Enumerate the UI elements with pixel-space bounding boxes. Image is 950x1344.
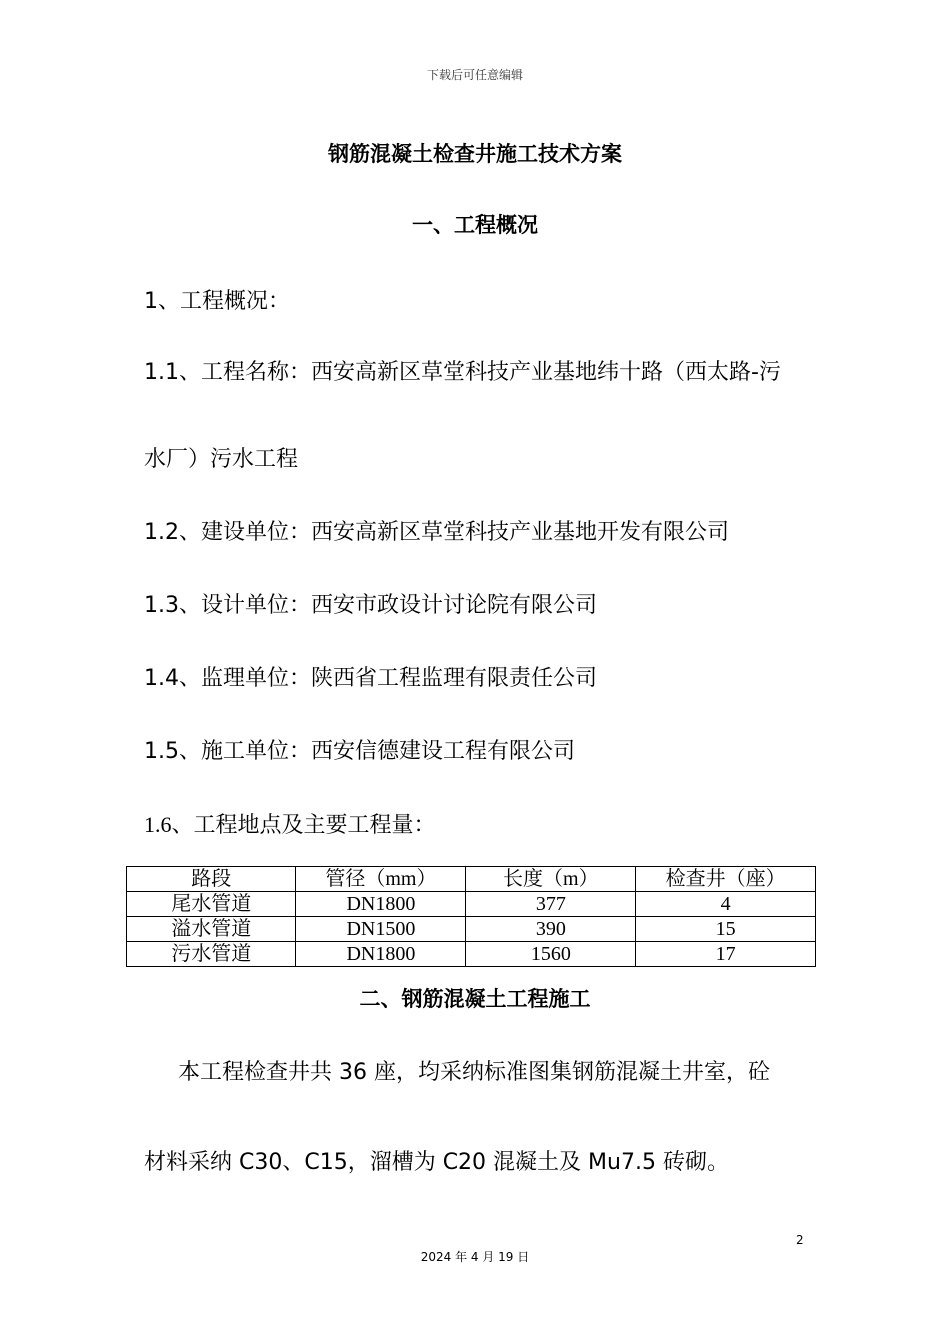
table-header-cell: 长度（m） (466, 867, 636, 892)
table-cell: DN1800 (296, 892, 466, 917)
item-1-4: 1.4、监理单位：陕西省工程监理有限责任公司 (144, 666, 597, 691)
table-row (127, 942, 816, 967)
table-cell: 377 (466, 892, 636, 917)
section-1-heading: 一、工程概况 (412, 213, 538, 237)
item-1-2: 1.2、建设单位：西安高新区草堂科技产业基地开发有限公司 (144, 520, 729, 545)
table-cell: 390 (466, 917, 636, 942)
body-paragraph-line-1: 本工程检查井共 36 座，均采纳标准图集钢筋混凝土井室，砼 (178, 1060, 770, 1085)
item-1-1-line-2: 水厂）污水工程 (144, 447, 299, 472)
table-row (127, 917, 816, 942)
table-row (127, 892, 816, 917)
item-1-3: 1.3、设计单位：西安市政设计讨论院有限公司 (144, 593, 597, 618)
section-2-heading: 二、钢筋混凝土工程施工 (359, 987, 591, 1011)
table-cell: 4 (636, 892, 816, 917)
item-1-1-line-1: 1.1、工程名称：西安高新区草堂科技产业基地纬十路（西太路-污 (144, 360, 781, 385)
table-cell: 17 (636, 942, 816, 967)
table-cell: 溢水管道 (127, 917, 296, 942)
quantities-table (126, 866, 816, 967)
table-cell: 15 (636, 917, 816, 942)
body-paragraph-line-2: 材料采纳 C30、C15，溜槽为 C20 混凝土及 Mu7.5 砖砌。 (144, 1150, 729, 1175)
page-number: 2 (796, 1233, 804, 1247)
table-cell: DN1500 (296, 917, 466, 942)
header-note: 下载后可任意编辑 (426, 68, 523, 82)
table-cell: 1560 (466, 942, 636, 967)
item-1-6: 1.6、工程地点及主要工程量： (144, 812, 436, 837)
item-1-5: 1.5、施工单位：西安信德建设工程有限公司 (144, 739, 575, 764)
table-header-cell: 检查井（座） (636, 867, 816, 892)
table-header-cell: 路段 (127, 867, 296, 892)
table-header-row (127, 867, 816, 892)
item-1: 1、工程概况： (144, 289, 290, 314)
document-title: 钢筋混凝土检查井施工技术方案 (328, 142, 622, 166)
footer-date: 2024 年 4 月 19 日 (420, 1250, 530, 1264)
table-cell: DN1800 (296, 942, 466, 967)
table-header-cell: 管径（mm） (296, 867, 466, 892)
table-cell: 污水管道 (127, 942, 296, 967)
table-cell: 尾水管道 (127, 892, 296, 917)
